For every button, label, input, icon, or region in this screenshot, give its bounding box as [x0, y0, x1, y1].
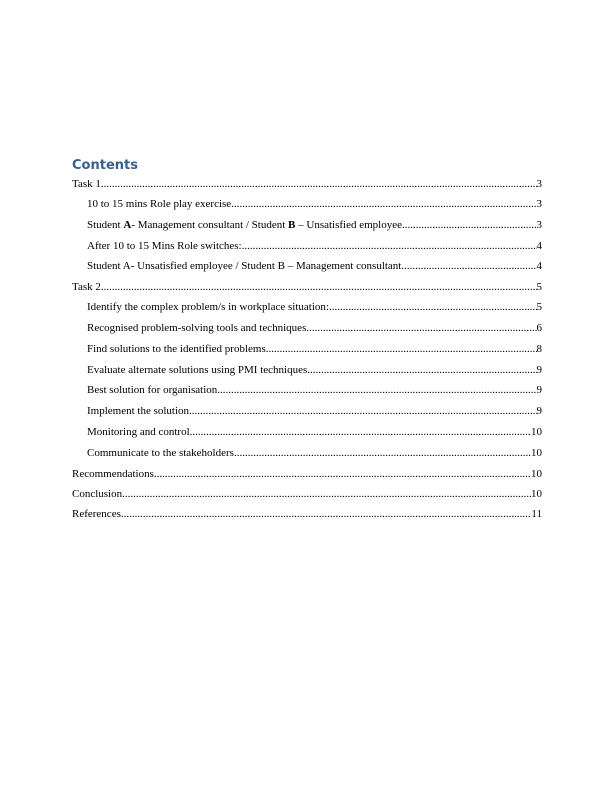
toc-entry-title: [72, 508, 121, 521]
toc-entry-title-part: Communicate to the stakeholders: [87, 446, 234, 459]
toc-entry-page-number: 10: [531, 446, 542, 459]
toc-entry-page-number: 3: [536, 218, 542, 231]
toc-entry-title-part: - Management consultant / Student: [131, 218, 289, 231]
toc-entry-page-number: 4: [536, 260, 542, 273]
toc-entry-title: [87, 322, 306, 335]
toc-entry[interactable]: [87, 260, 542, 273]
table-of-contents: [72, 158, 542, 528]
toc-entry-title-part: Evaluate alternate solutions using PMI techniques: [87, 363, 308, 376]
toc-dot-leader: [402, 219, 536, 232]
toc-entry-page-number: 10: [531, 425, 542, 438]
toc-entry-page-number: 8: [536, 342, 542, 355]
toc-dot-leader: [234, 447, 531, 460]
toc-entry-title: [87, 240, 242, 253]
toc-entry-title-part: After 10 to 15 Mins Role switches:: [87, 239, 242, 252]
toc-entry-title-part: Implement the solution: [87, 405, 190, 418]
toc-entry-title-part: Monitoring and control: [87, 425, 190, 438]
toc-entry-title: [87, 364, 307, 377]
toc-entry[interactable]: [72, 281, 542, 294]
toc-entry-title-part: Student A- Unsatisfied employee / Student B – Management consultant: [87, 260, 402, 273]
toc-entry-title: [72, 281, 101, 294]
toc-entry-title-part: 10 to 15 mins Role play exercise: [87, 198, 232, 210]
toc-entry-page-number: 9: [536, 384, 542, 397]
toc-entry[interactable]: [72, 178, 542, 191]
toc-dot-leader: [190, 426, 531, 439]
toc-dot-leader: [266, 343, 537, 356]
toc-entry[interactable]: [87, 240, 542, 253]
toc-entry-title-part: Recommendations: [72, 467, 154, 480]
toc-entry[interactable]: [87, 198, 542, 211]
toc-entry-title: [87, 447, 234, 460]
toc-entry-title-part: Identify the complex problem/s in workplace situation:: [87, 301, 329, 314]
toc-dot-leader: [217, 384, 536, 397]
toc-entry[interactable]: [72, 468, 542, 481]
toc-entry-page-number: 9: [536, 363, 542, 376]
toc-entry-title-part: – Unsatisfied employee: [295, 218, 403, 231]
toc-entry-title: [72, 178, 101, 191]
toc-entry-page-number: 5: [536, 281, 542, 294]
toc-dot-leader: [401, 260, 536, 273]
toc-heading: Contents: [72, 158, 138, 173]
toc-entry-page-number: 3: [536, 198, 542, 210]
toc-entry[interactable]: [87, 343, 542, 356]
toc-dot-leader: [242, 240, 537, 253]
toc-entry-title: [72, 488, 122, 501]
toc-entry-title: [87, 426, 190, 439]
toc-entry-page-number: 10: [531, 467, 542, 480]
toc-dot-leader: [154, 468, 531, 481]
toc-entry-page-number: 10: [531, 487, 542, 500]
toc-entry-title-part: A: [123, 218, 132, 231]
toc-entry-title-part: Best solution for organisation: [87, 384, 218, 397]
toc-dot-leader: [307, 364, 536, 377]
toc-dot-leader: [329, 301, 537, 314]
toc-dot-leader: [101, 281, 537, 294]
toc-entry-title-part: Recognised problem-solving tools and techniques: [87, 321, 307, 334]
toc-entry-title-part: Find solutions to the identified problems: [87, 342, 266, 355]
toc-entry[interactable]: [87, 322, 542, 335]
toc-dot-leader: [231, 198, 536, 211]
toc-entry[interactable]: [87, 447, 542, 460]
toc-entry[interactable]: [87, 426, 542, 439]
toc-entry-title: [87, 384, 217, 397]
toc-entry-title-part: Conclusion: [72, 487, 123, 500]
toc-entry[interactable]: [87, 405, 542, 418]
toc-dot-leader: [121, 508, 532, 521]
toc-entry-title: [87, 301, 329, 314]
toc-dot-leader: [122, 488, 531, 501]
toc-entry-title: [87, 260, 401, 273]
toc-entry[interactable]: [87, 219, 542, 232]
toc-entry-title: [87, 198, 231, 211]
toc-entry-title-part: Task 2: [72, 281, 101, 294]
toc-entry[interactable]: [72, 488, 542, 501]
toc-entry[interactable]: [87, 364, 542, 377]
toc-entry-title-part: Student: [87, 218, 124, 231]
toc-entry-title-part: Task 1: [72, 178, 101, 190]
toc-entry-title: [87, 343, 266, 356]
toc-entry[interactable]: [72, 508, 542, 521]
toc-entry-page-number: 5: [536, 301, 542, 314]
toc-entry-page-number: 4: [536, 239, 542, 252]
toc-entry-page-number: 6: [536, 321, 542, 334]
toc-entry-page-number: 11: [531, 507, 542, 520]
toc-entry[interactable]: [87, 301, 542, 314]
toc-entry-title: [87, 219, 402, 232]
toc-entry-title-part: B: [288, 218, 296, 231]
toc-entry-title-part: References: [72, 507, 121, 520]
toc-entry-title: [72, 468, 154, 481]
toc-dot-leader: [101, 178, 537, 191]
toc-entry-page-number: 3: [536, 178, 542, 190]
toc-dot-leader: [189, 405, 536, 418]
toc-entry-list: [72, 178, 542, 521]
toc-entry-page-number: 9: [536, 405, 542, 418]
toc-entry[interactable]: [87, 384, 542, 397]
toc-entry-title: [87, 405, 189, 418]
toc-dot-leader: [306, 322, 536, 335]
